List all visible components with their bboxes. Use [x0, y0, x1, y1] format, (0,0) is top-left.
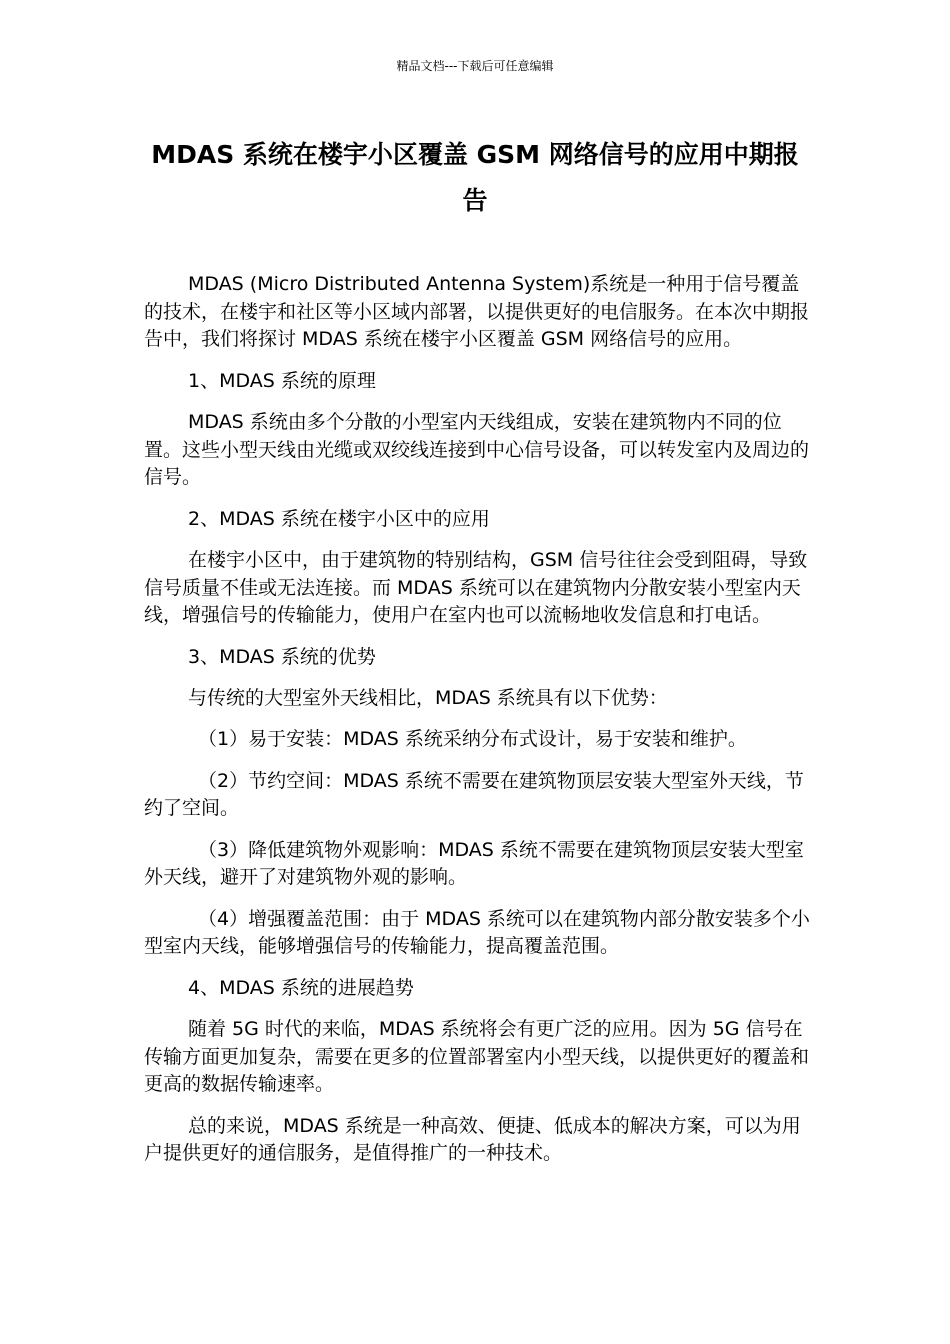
- section-heading-principle: 1、MDAS 系统的原理: [188, 369, 376, 392]
- page-header: 精品文档---下载后可任意编辑: [396, 59, 554, 73]
- conclusion-paragraph: 总的来说，MDAS 系统是一种高效、便捷、低成本的解决方案，可以为用户提供更好的通信服务，是值得推广的一种技术。: [144, 1114, 801, 1165]
- advantage-item: （4）增强覆盖范围：由于 MDAS 系统可以在建筑物内部分散安装多个小型室内天线，能够增强信号的传输能力，提高覆盖范围。: [144, 907, 810, 958]
- document-title: MDAS 系统在楼宇小区覆盖 GSM 网络信号的应用中期报告: [151, 140, 799, 215]
- advantage-item: （3）降低建筑物外观影响：MDAS 系统不需要在建筑物顶层安装大型室外天线，避开了对建筑物外观的影响。: [144, 838, 804, 889]
- document-body: [144, 271, 816, 1182]
- advantage-item: （2）节约空间：MDAS 系统不需要在建筑物顶层安装大型室外天线，节约了空间。: [144, 769, 804, 820]
- advantage-item: （1）易于安装：MDAS 系统采纳分布式设计，易于安装和维护。: [198, 728, 747, 751]
- section-heading-application: 2、MDAS 系统在楼宇小区中的应用: [188, 507, 490, 530]
- intro-paragraph: MDAS (Micro Distributed Antenna System)系统是一种用于信号覆盖的技术，在楼宇和社区等小区域内部署，以提供更好的电信服务。在本次中期报告中，我们将探讨 MDAS 系统在楼宇小区覆盖 GSM 网络信号的应用。: [144, 273, 810, 351]
- section-body-application: 在楼宇小区中，由于建筑物的特别结构，GSM 信号往往会受到阻碍，导致信号质量不佳或无法连接。而 MDAS 系统可以在建筑物内分散安装小型室内天线，增强信号的传输能力，使用户在室内也可以流畅地收发信息和打电话。: [144, 548, 808, 627]
- section-body-principle: MDAS 系统由多个分散的小型室内天线组成，安装在建筑物内不同的位置。这些小型天线由光缆或双绞线连接到中心信号设备，可以转发室内及周边的信号。: [144, 410, 810, 489]
- section-body-trend: 随着 5G 时代的来临，MDAS 系统将会有更广泛的应用。因为 5G 信号在传输方面更加复杂，需要在更多的位置部署室内小型天线，以提供更好的覆盖和更高的数据传输速率。: [144, 1018, 810, 1096]
- section-body-advantages: 与传统的大型室外天线相比，MDAS 系统具有以下优势：: [188, 686, 668, 709]
- section-heading-advantages: 3、MDAS 系统的优势: [188, 645, 376, 668]
- section-heading-trend: 4、MDAS 系统的进展趋势: [188, 976, 414, 999]
